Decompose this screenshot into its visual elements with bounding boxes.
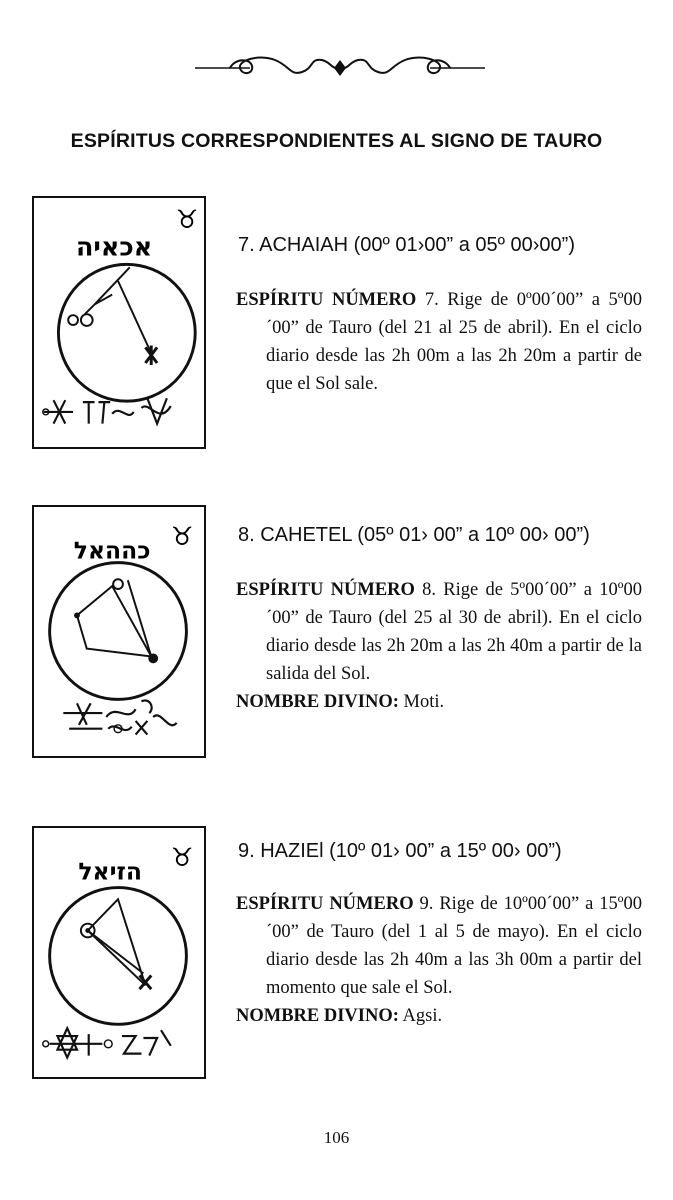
- divine-name: Agsi.: [402, 1006, 443, 1026]
- section-heading: ESPÍRITUS CORRESPONDIENTES AL SIGNO DE TAURO: [70, 130, 603, 152]
- spirit-title: 8. CAHETEL (05º 01› 00” a 10º 00› 00”): [238, 524, 590, 546]
- seal-circle-icon: [58, 264, 195, 401]
- spirit-text: 9. Rige de 10º00´00” a 15º00´00” de Tauro (del 1 al 5 de mayo). En el ciclo diario desde las 2h 40m a las 3h 00m a partir del momento que sale el Sol.: [266, 894, 642, 998]
- seal-circle-icon: [50, 563, 187, 700]
- hebrew-name: הזיאל: [78, 857, 143, 886]
- seal-script-icon: [63, 700, 176, 734]
- divine-name: Moti.: [403, 692, 445, 712]
- hebrew-name: כההאל: [73, 536, 151, 565]
- divine-name-label: NOMBRE DIVINO:: [236, 692, 399, 712]
- page-number: 106: [323, 1128, 350, 1147]
- ornament-divider: [190, 50, 490, 82]
- spirit-title: 9. HAZIEl (10º 01› 00” a 15º 00› 00”): [238, 840, 562, 862]
- hebrew-name: אכאיה: [75, 231, 153, 262]
- seal-card-haziel: [32, 826, 206, 1079]
- taurus-icon: ♉: [175, 204, 199, 235]
- spirit-description: [236, 576, 642, 716]
- divine-name-label: NOMBRE DIVINO:: [236, 1006, 399, 1026]
- seal-script-icon: [43, 1028, 171, 1057]
- spirit-text: 8. Rige de 5º00´00” a 10º00´00” de Tauro (del 25 al 30 de abril). En el ciclo diario desde las 2h 20m a las 2h 40m a partir de la salida del Sol.: [266, 580, 642, 684]
- spirit-number-label: ESPÍRITU NÚMERO: [236, 290, 417, 310]
- spirit-number-label: ESPÍRITU NÚMERO: [236, 894, 414, 914]
- seal-circle-icon: [50, 888, 187, 1025]
- spirit-title: 7. ACHAIAH (00º 01›00” a 05º 00›00”): [238, 234, 575, 256]
- taurus-icon: ♉: [170, 842, 194, 873]
- seal-card-achaiah: [32, 196, 206, 449]
- spirit-text: 7. Rige de 0º00´00” a 5º00´00” de Tauro (del 21 al 25 de abril). En el ciclo diario desde las 2h 00m a las 2h 20m a partir de que el Sol sale.: [266, 290, 642, 394]
- taurus-icon: ♉: [170, 521, 194, 552]
- seal-card-cahetel: [32, 505, 206, 758]
- spirit-description: [236, 890, 642, 1030]
- spirit-description: [236, 286, 642, 398]
- spirit-number-label: ESPÍRITU NÚMERO: [236, 580, 415, 600]
- seal-script-icon: [43, 398, 171, 423]
